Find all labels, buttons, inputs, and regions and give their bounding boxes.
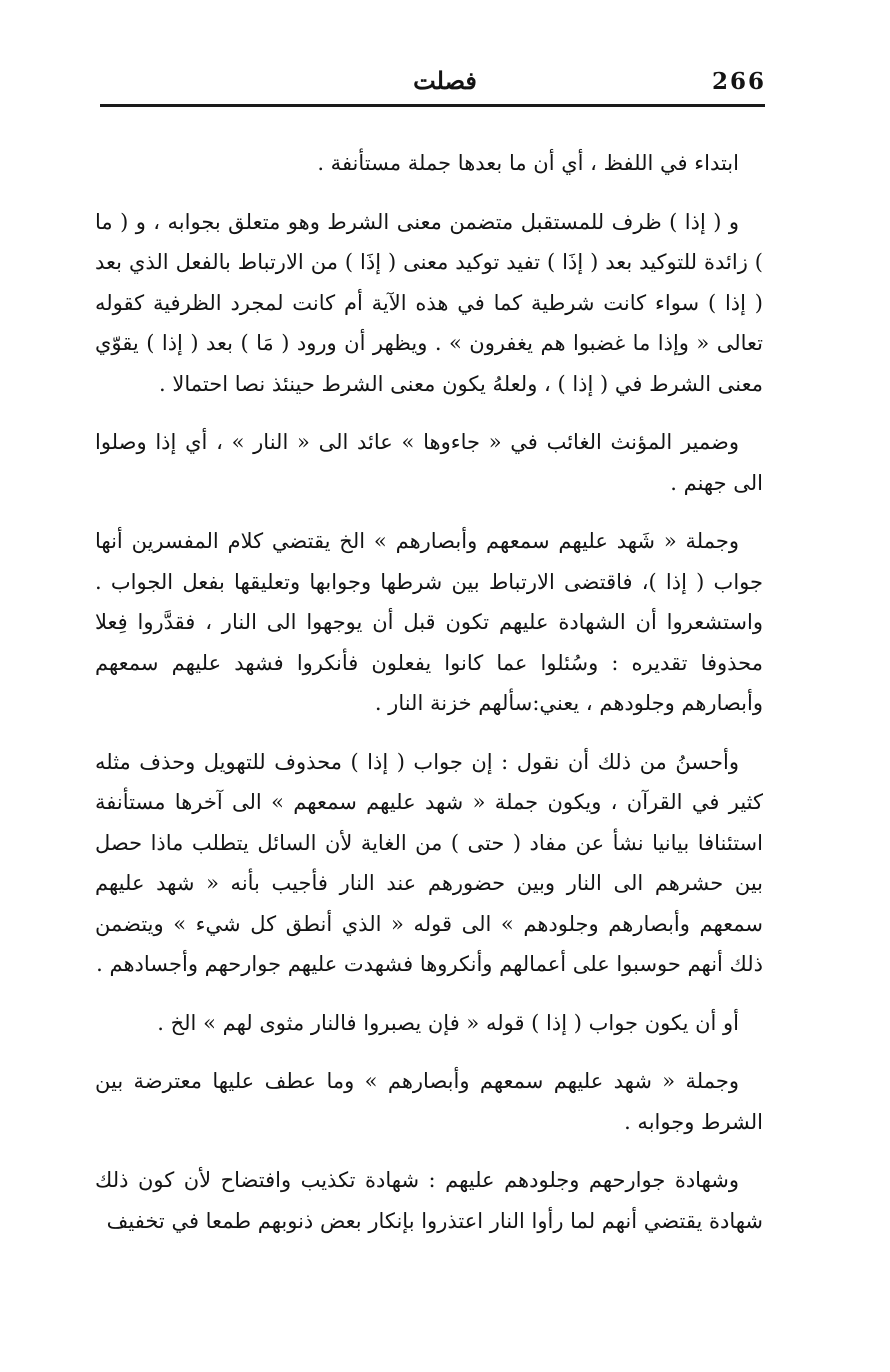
paragraph-6: أو أن يكون جواب ( إذا ) قوله « فإن يصبروا فالنار مثوى لهم » الخ . bbox=[157, 1010, 739, 1035]
paragraph-7: وجملة « شهد عليهم سمعهم وأبصارهم » وما عطف عليها معترضة بين الشرط وجوابه . bbox=[95, 1069, 763, 1134]
body-text bbox=[95, 143, 763, 1259]
running-title: فصلت bbox=[413, 66, 477, 95]
page-header bbox=[100, 66, 765, 104]
paragraph-2: و ( إذا ) ظرف للمستقبل متضمن معنى الشرط وهو متعلق بجوابه ، و ( ما ) زائدة للتوكيد بعد ( إذَا ) تفيد توكيد معنى ( إذَا ) من الارتباط بالفعل الذي بعد ( إذا ) سواء كانت شرطية كما في هذه الآية أم كانت لمجرد الظرفية كقوله تعالى « وإذا ما غضبوا هم يغفرون » . ويظهر أن ورود ( مَا ) بعد ( إذا ) يقوّي معنى الشرط في ( إذا ) ، ولعلهُ يكون معنى الشرط حينئذ نصا احتمالا . bbox=[95, 209, 763, 396]
header-rule bbox=[100, 104, 765, 107]
page-number: 266 bbox=[712, 68, 767, 95]
paragraph-8: وشهادة جوارحهم وجلودهم عليهم : شهادة تكذيب وافتضاح لأن كون ذلك شهادة يقتضي أنهم لما رأوا النار اعتذروا بإنكار بعض ذنوبهم طمعا في تخفيف bbox=[95, 1168, 763, 1233]
paragraph-4: وجملة « شَهد عليهم سمعهم وأبصارهم » الخ يقتضي كلام المفسرين أنها جواب ( إذا )، فاقتضى الارتباط بين شرطها وجوابها وتعليقها بفعل الجواب . واستشعروا أن الشهادة عليهم تكون قبل أن يوجهوا الى النار ، فقدَّروا فِعلا محذوفا تقديره : وسُئلوا عما كانوا يفعلون فأنكروا فشهد عليهم سمعهم وأبصارهم وجلودهم ، يعني:سألهم خزنة النار . bbox=[95, 529, 763, 715]
paragraph-3: وضمير المؤنث الغائب في « جاءوها » عائد الى « النار » ، أي إذا وصلوا الى جهنم . bbox=[95, 430, 763, 495]
paragraph-5: وأحسنُ من ذلك أن نقول : إن جواب ( إذا ) محذوف للتهويل وحذف مثله كثير في القرآن ، ويكون جملة « شهد عليهم سمعهم » الى آخرها مستأنفة استئنافا بيانيا نشأ عن مفاد ( حتى ) من الغاية لأن السائل يتطلب ماذا حصل بين حشرهم الى النار وبين حضورهم عند النار فأجيب بأنه « شهد عليهم سمعهم وأبصارهم وجلودهم » الى قوله « الذي أنطق كل شيء » ويتضمن ذلك أنهم حوسبوا على أعمالهم وأنكروها فشهدت عليهم جوارحهم وأجسادهم . bbox=[95, 749, 763, 976]
paragraph-1: ابتداء في اللفظ ، أي أن ما بعدها جملة مستأنفة . bbox=[317, 151, 739, 175]
